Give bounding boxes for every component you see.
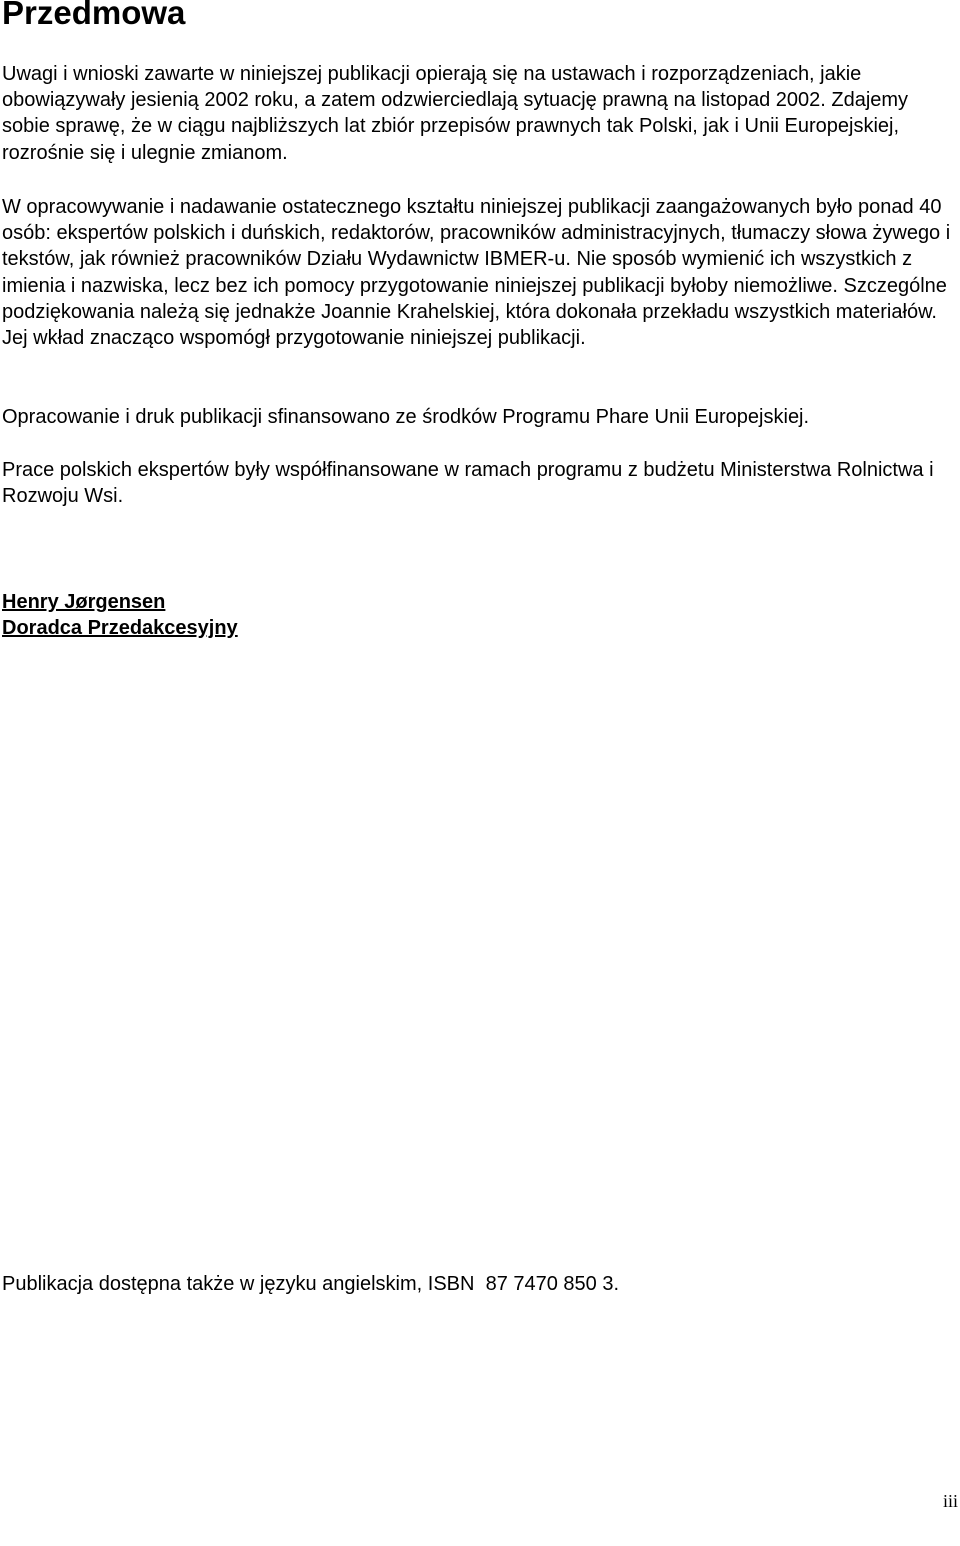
paragraph-legal-basis: Uwagi i wnioski zawarte w niniejszej publikacji opierają się na ustawach i rozporządzeniach, jakie obowiązywały jesienią 2002 roku, a zatem odzwierciedlają sytuację prawną na listopad 2002. Zdajemy sobie sprawę, że w ciągu najbliższych lat zbiór przepisów prawnych tak Polski, jak i Unii Europejskiej, rozrośnie się i ulegnie zmianom. [2, 63, 909, 164]
footer-note: Publikacja dostępna także w języku angielskim, ISBN 87 7470 850 3. [2, 1273, 620, 1295]
signature-role: Doradca Przedakcesyjny [2, 617, 238, 639]
paragraph-funding-phare: Opracowanie i druk publikacji sfinansowano ze środków Programu Phare Unii Europejskiej. [2, 406, 810, 428]
signature-name: Henry Jørgensen [2, 591, 166, 613]
page-number: iii [942, 1491, 958, 1511]
page-title: Przedmowa [2, 0, 186, 31]
paragraph-acknowledgements: W opracowywanie i nadawanie ostatecznego kształtu niniejszej publikacji zaangażowanych było ponad 40 osób: ekspertów polskich i duńskich, redaktorów, pracowników administracyjnych, tłumaczy słowa żywego i tekstów, jak również pracowników Działu Wydawnictw IBMER-u. Nie sposób wymienić ich wszystkich z imienia i nazwiska, lecz bez ich pomocy przygotowanie niniejszej publikacji byłoby niemożliwe. Szczególne podziękowania należą się jednakże Joannie Krahelskiej, która dokonała przekładu wszystkich materiałów. Jej wkład znacząco wspomógł przygotowanie niniejszej publikacji. [2, 196, 951, 350]
paragraph-funding-ministry: Prace polskich ekspertów były współfinansowane w ramach programu z budżetu Ministerstwa Rolnictwa i Rozwoju Wsi. [2, 459, 934, 508]
